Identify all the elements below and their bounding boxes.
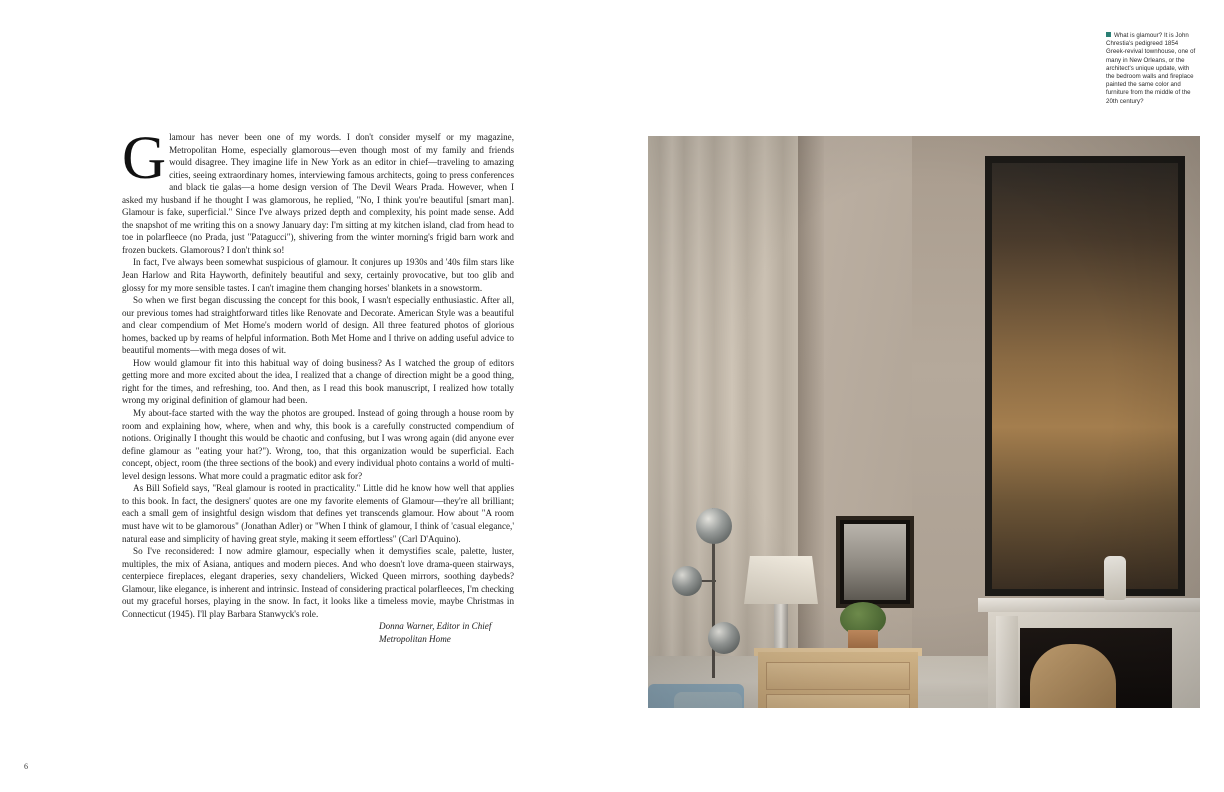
photo-fireplace-mantel xyxy=(978,598,1200,612)
photo-sofa-cushion xyxy=(674,692,742,708)
photo-fireplace-column xyxy=(996,616,1018,708)
article-paragraph-1-text: lamour has never been one of my words. I don't consider myself or my magazine, Metropolitan Home, especially glamorous—even though most of my family and friends would disagree. They imagine life in New York as an editor in chief—traveling to amazing cities, seeing extraordinary homes, interviewing famous architects, going to press conferences and black tie galas—a home design version of The Devil Wears Prada. However, when I asked my husband if he thought I was glamorous, he replied, "No, I think you're beautiful [smart man]. Glamour is fake, superficial." Since I've always prized depth and complexity, his point made sense. Add the snapshot of me writing this on a snowy January day: I'm sitting at my kitchen island, clad from head to toe in polarfleece (no Prada, just "Patagucci"), shivering from the winter morning's frigid barn work and frozen buckets. Glamorous? I don't think so! xyxy=(122,132,514,255)
photo-curtain-shadow xyxy=(798,136,824,696)
article-paragraph-7: So I've reconsidered: I now admire glamour, especially when it demystifies scale, palette, luster, multiples, the mix of Asiana, antiques and modern pieces. And who doesn't love drama-queen stairways, centerpiece fireplaces, elegant draperies, sexy chandeliers, Wicked Queen mirrors, soothing daybeds? Glamour, like elegance, is inherent and intrinsic. Instead of considering practical polarfleeces, I'm checking out my graceful horses, playing in the snow. In fact, it looks like a timeless movie, maybe Christmas in Connecticut (1945). I'll play Barbara Stanwyck's role. xyxy=(122,546,514,619)
photo-painting xyxy=(985,156,1185,596)
article-paragraph-3: So when we first began discussing the concept for this book, I wasn't especially enthusiastic. After all, our previous tomes had straightforward titles like Renovate and Decorate. American Style was a beautiful and clear compendium of Met Home's modern world of design. All three featured photos of glorious homes, backed up by reams of helpful information. Both Met Home and I thrive on adding useful advice to beautiful moments—with mega doses of wit. xyxy=(122,295,514,356)
article-paragraph-2: In fact, I've always been somewhat suspicious of glamour. It conjures up 1930s and '40s film stars like Jean Harlow and Rita Hayworth, definitely beautiful and sexy, certainly provocative, but too glib and glossy for my more sensible tastes. I can't imagine them changing horses' blankets in a snowstorm. xyxy=(122,257,514,293)
photo-dresser-drawer xyxy=(766,662,910,690)
photo-rattan-chair-back xyxy=(1030,644,1116,708)
photo-lamp-globe xyxy=(696,508,732,544)
signature-title: Metropolitan Home xyxy=(379,633,451,644)
caption-text: What is glamour? It is John Chrestia's pedigreed 1854 Greek-revival townhouse, one of many in New Orleans, or the architect's unique update, with the bedroom walls and fireplace painted the same color and furniture from the middle of the 20th century? xyxy=(1106,32,1196,105)
photo-table-lamp-shade xyxy=(744,556,818,604)
photo-framed-artwork-image xyxy=(844,524,906,600)
article-paragraph-6: As Bill Sofield says, "Real glamour is rooted in practicality." Little did he know how well that applies to this book. In fact, the designers' quotes are one my favorite elements of Glamour—they're all brilliant; each a small gem of insightful design wisdom that defines yet transcends glamour. How about "A room must have wit to be glamorous" (Jonathan Adler) or "When I think of glamour, I think of 'casual elegance,' natural ease and simplicity of having great style, making it seem effortless" (Carl D'Aquino). xyxy=(122,483,514,544)
article-body xyxy=(122,125,514,645)
signature-name: Donna Warner, Editor in Chief xyxy=(379,621,492,632)
photo-mantel-sculpture xyxy=(1104,556,1126,600)
photo-lamp-globe xyxy=(708,622,740,654)
caption-marker-icon xyxy=(1106,32,1111,37)
photo-dresser-drawer xyxy=(766,694,910,708)
page-number: 6 xyxy=(24,762,28,771)
article-paragraph-5: My about-face started with the way the photos are grouped. Instead of going through a house room by room and explaining how, where, when and why, this book is a carefully constructed compendium of notions. Originally I thought this would be chaotic and confusing, but I was wrong again (did anyone ever define glamour as "eating your hat?"). Wrong, too, that this organization would be superficial. Each concept, object, room (the three sections of the book) and every individual photo contains a world of multi-level design lessons. What more could a pragmatic editor ask for? xyxy=(122,408,514,481)
article-paragraph-4: How would glamour fit into this habitual way of doing business? As I watched the group of editors getting more and more excited about the idea, I realized that a change of direction might be a good thing, right for the times, and refreshing, too. And then, as I read this book manuscript, I realized how totally wrong my original definition of glamour had been. xyxy=(122,357,514,406)
article-paragraph-1 xyxy=(122,125,514,256)
interior-photograph xyxy=(648,136,1200,708)
photo-caption xyxy=(1106,32,1198,106)
photo-lamp-globe xyxy=(672,566,702,596)
drop-cap: G xyxy=(122,125,167,192)
